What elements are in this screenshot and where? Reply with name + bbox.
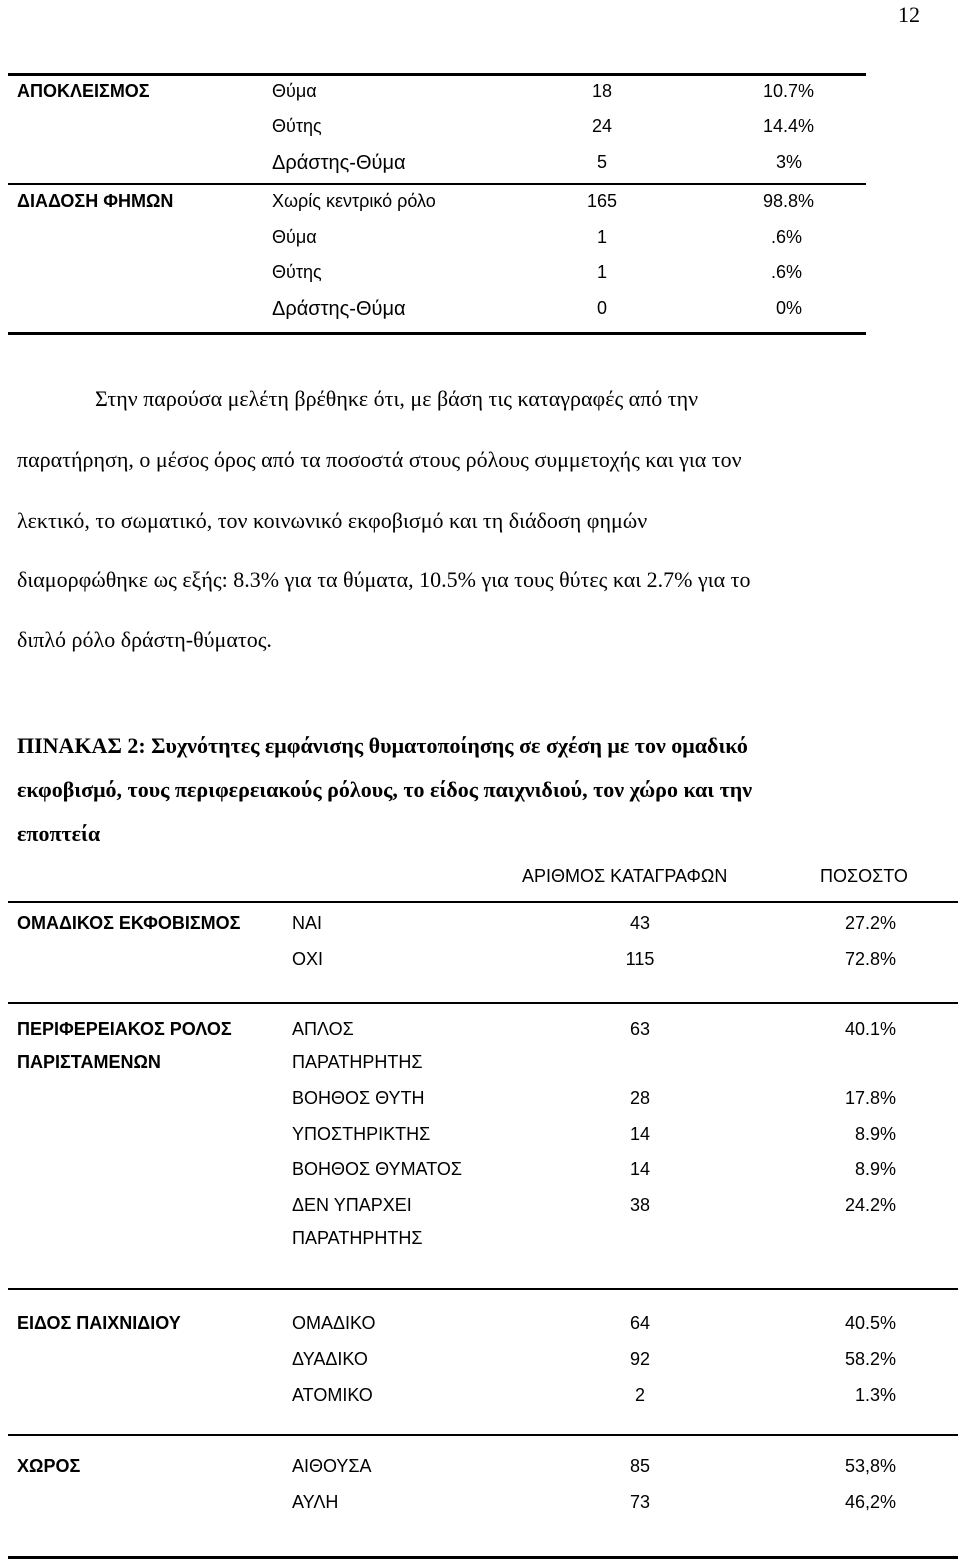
table1-count: 5 — [596, 152, 607, 172]
table1-role: Θύτης — [272, 116, 322, 136]
table1-group-label: ΔΙΑΔΟΣΗ ΦΗΜΩΝ — [17, 191, 174, 211]
table1-bottom-rule — [8, 332, 866, 335]
table2-count: 73 — [629, 1492, 651, 1512]
table2-percent: 24.2% — [844, 1195, 896, 1215]
table2-option: ΒΟΗΘΟΣ ΘΥΜΑΤΟΣ — [292, 1159, 463, 1179]
table2-option: ΔΕΝ ΥΠΑΡΧΕΙ — [292, 1195, 412, 1215]
paragraph-line: διαμορφώθηκε ως εξής: 8.3% για τα θύματα, 10.5% για τους θύτες και 2.7% για το — [17, 567, 751, 592]
table2-percent: 58.2% — [844, 1349, 896, 1369]
column-header-count: ΑΡΙΘΜΟΣ ΚΑΤΑΓΡΑΦΩΝ — [522, 866, 728, 886]
table2-count: 28 — [629, 1088, 651, 1108]
table2-count: 14 — [629, 1124, 651, 1144]
table2-percent: 40.5% — [844, 1313, 896, 1333]
table2-option: ΟΧΙ — [292, 949, 324, 969]
table2-group-label: ΧΩΡΟΣ — [17, 1456, 81, 1476]
table2-group-label: ΠΑΡΙΣΤΑΜΕΝΩΝ — [17, 1052, 161, 1072]
table-caption-line: ΠΙΝΑΚΑΣ 2: Συχνότητες εμφάνισης θυματοποίησης σε σχέση με τον ομαδικό — [17, 733, 748, 758]
table1-role: Θύτης — [272, 262, 322, 282]
table2-count: 43 — [629, 913, 651, 933]
table2-count: 92 — [629, 1349, 651, 1369]
table2-percent: 8.9% — [854, 1124, 896, 1144]
paragraph-line: λεκτικό, το σωματικό, τον κοινωνικό εκφοβισμό και τη διάδοση φημών — [17, 508, 648, 533]
table2-count: 14 — [629, 1159, 651, 1179]
table2-bottom-rule — [8, 1556, 958, 1559]
table2-group-label: ΕΙΔΟΣ ΠΑΙΧΝΙΔΙΟΥ — [17, 1313, 181, 1333]
table2-percent: 17.8% — [844, 1088, 896, 1108]
table2-percent: 1.3% — [854, 1385, 896, 1405]
column-header-percent: ΠΟΣΟΣΤΟ — [820, 866, 908, 886]
table2-percent: 40.1% — [844, 1019, 896, 1039]
table2-percent: 8.9% — [854, 1159, 896, 1179]
table1-role: Χωρίς κεντρικό ρόλο — [272, 191, 436, 211]
table1-count: 1 — [596, 262, 607, 282]
table1-percent: .6% — [770, 262, 802, 282]
table2-count: 85 — [629, 1456, 651, 1476]
table1-percent: 10.7% — [762, 81, 814, 101]
table2-option: ΠΑΡΑΤΗΡΗΤΗΣ — [292, 1228, 423, 1248]
table2-count: 115 — [625, 949, 655, 969]
table2-option: ΑΥΛΗ — [292, 1492, 339, 1512]
table2-count: 64 — [629, 1313, 651, 1333]
table2-group-divider — [8, 1288, 958, 1290]
table2-percent: 72.8% — [844, 949, 896, 969]
table1-count: 165 — [586, 191, 618, 211]
table1-count: 24 — [591, 116, 613, 136]
table-caption-line: εκφοβισμό, τους περιφερειακούς ρόλους, το είδος παιχνιδιού, τον χώρο και την — [17, 777, 753, 802]
table2-percent: 53,8% — [844, 1456, 896, 1476]
table2-percent: 46,2% — [844, 1492, 896, 1512]
table2-percent: 27.2% — [844, 913, 896, 933]
table-caption-line: εποπτεία — [17, 821, 101, 846]
table2-option: ΥΠΟΣΤΗΡΙΚΤΗΣ — [292, 1124, 431, 1144]
table2-option: ΑΙΘΟΥΣΑ — [292, 1456, 372, 1476]
table1-percent: 98.8% — [762, 191, 814, 211]
table2-option: ΑΠΛΟΣ — [292, 1019, 354, 1039]
paragraph-line: διπλό ρόλο δράστη-θύματος. — [17, 627, 272, 652]
table1-group-divider — [8, 183, 866, 185]
table2-group-divider — [8, 1002, 958, 1004]
page-number: 12 — [898, 2, 920, 27]
table2-header-rule — [8, 901, 958, 903]
table2-group-divider — [8, 1434, 958, 1436]
table2-option: ΠΑΡΑΤΗΡΗΤΗΣ — [292, 1052, 423, 1072]
table2-group-label: ΠΕΡΙΦΕΡΕΙΑΚΟΣ ΡΟΛΟΣ — [17, 1019, 232, 1039]
table1-role: Δράστης-Θύμα — [272, 298, 406, 320]
table1-count: 0 — [596, 298, 607, 318]
paragraph-line: Στην παρούσα μελέτη βρέθηκε ότι, με βάση τις καταγραφές από την — [95, 386, 699, 411]
table2-option: ΟΜΑΔΙΚΟ — [292, 1313, 376, 1333]
table1-percent: 3% — [775, 152, 802, 172]
table1-role: Δράστης-Θύμα — [272, 152, 406, 174]
paragraph-line: παρατήρηση, ο μέσος όρος από τα ποσοστά στους ρόλους συμμετοχής και για τον — [17, 447, 742, 472]
table2-count: 38 — [629, 1195, 651, 1215]
table1-percent: 0% — [775, 298, 802, 318]
table1-top-rule — [8, 73, 866, 76]
table1-role: Θύμα — [272, 227, 317, 247]
table1-group-label: ΑΠΟΚΛΕΙΣΜΟΣ — [17, 81, 150, 101]
table2-option: ΑΤΟΜΙΚΟ — [292, 1385, 373, 1405]
table1-percent: .6% — [770, 227, 802, 247]
table1-percent: 14.4% — [762, 116, 814, 136]
table1-role: Θύμα — [272, 81, 317, 101]
table2-count: 2 — [634, 1385, 645, 1405]
table1-count: 1 — [596, 227, 607, 247]
table2-option: ΝΑΙ — [292, 913, 323, 933]
table2-count: 63 — [629, 1019, 651, 1039]
table2-option: ΒΟΗΘΟΣ ΘΥΤΗ — [292, 1088, 425, 1108]
table1-count: 18 — [591, 81, 613, 101]
table2-group-label: ΟΜΑΔΙΚΟΣ ΕΚΦΟΒΙΣΜΟΣ — [17, 913, 241, 933]
table2-option: ΔΥΑΔΙΚΟ — [292, 1349, 368, 1369]
